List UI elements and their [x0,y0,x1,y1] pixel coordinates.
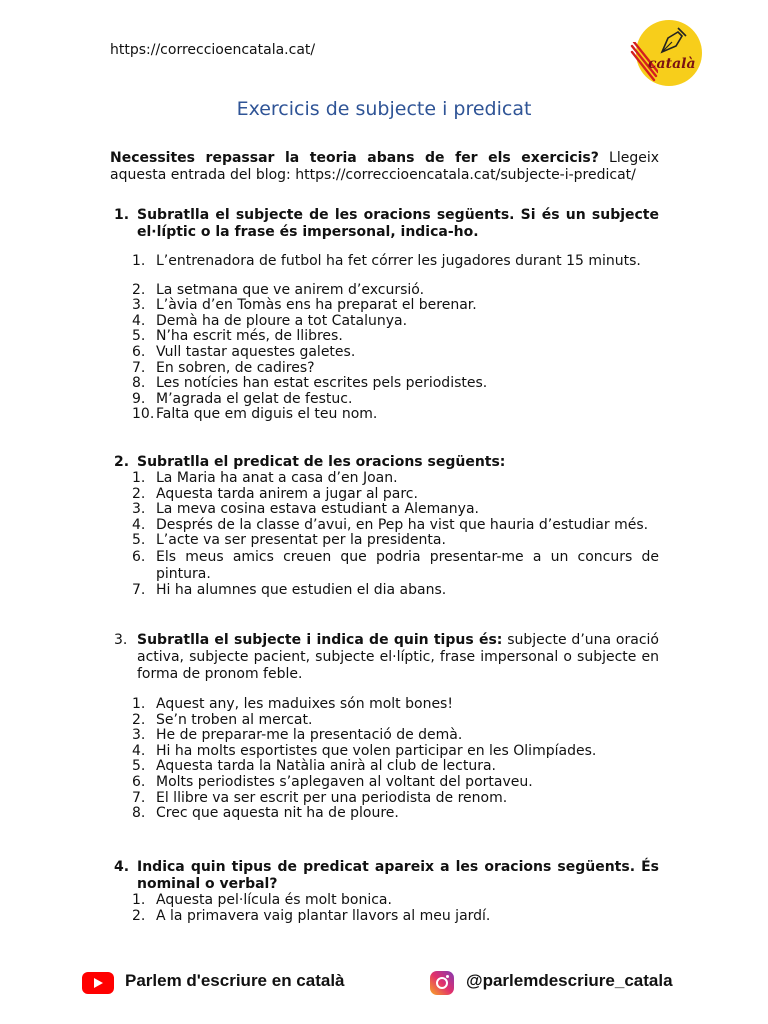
exercise-1-list [110,254,659,423]
exercise-number: 3. [114,632,128,648]
exercise-2-heading [110,454,659,471]
logo-word: català [648,56,696,72]
list-item: 4. Després de la classe d’avui, en Pep ha vist que hauria d’estudiar més. [132,516,649,533]
list-item: 5. Aquesta tarda la Natàlia anirà al club de lectura. [132,758,496,775]
list-item: 7. El llibre va ser escrit per una periodista de renom. [132,789,508,806]
exercise-2-list [110,471,659,599]
exercise-instruction: Subratlla el predicat de les oracions següents: [137,454,506,470]
exercise-3-list [110,697,659,822]
pen-nib-icon [658,26,688,56]
list-item: 6. Els meus amics creuen que podria presentar-me a un concurs de pintura. [132,548,659,582]
list-item: 9. M’agrada el gelat de festuc. [132,390,353,407]
exercise-1-heading [110,207,659,241]
list-item: 8. Les notícies han estat escrites pels periodistes. [132,375,488,392]
youtube-icon[interactable] [82,972,114,994]
exercise-3-heading [110,632,659,683]
exercise-instruction: Subratlla el subjecte de les oracions següents. Si és un subjecte el·líptic o la frase és impersonal, indica-ho. [137,207,659,240]
catala-logo [630,20,704,86]
exercise-number: 2. [114,454,130,470]
exercise-number: 4. [114,859,130,875]
exercise-4-list [110,893,659,924]
exercise-4 [110,859,659,924]
list-item: 2. Aquesta tarda anirem a jugar al parc. [132,485,418,502]
youtube-channel-name[interactable]: Parlem d'escriure en català [125,971,345,990]
instagram-handle[interactable]: @parlemdescriure_catala [466,971,673,990]
list-item: 7. Hi ha alumnes que estudien el dia abans. [132,581,447,598]
list-item: 5. L’acte va ser presentat per la presidenta. [132,532,446,549]
list-item: 10. Falta que em diguis el teu nom. [132,406,378,423]
exercise-instruction: Subratlla el subjecte i indica de quin tipus és: [137,632,503,648]
list-item: 2. A la primavera vaig plantar llavors al meu jardí. [132,907,491,924]
footer [0,966,768,1006]
exercise-instruction: Indica quin tipus de predicat apareix a les oracions següents. És nominal o verbal? [137,859,659,892]
list-item: 8. Crec que aquesta nit ha de ploure. [132,805,399,822]
header-url: https://correccioencatala.cat/ [110,42,316,58]
list-item: 1. L’entrenadora de futbol ha fet córrer les jugadores durant 15 minuts. [132,253,641,269]
list-item: 6. Molts periodistes s’aplegaven al voltant del portaveu. [132,773,533,790]
list-item: 7. En sobren, de cadires? [132,359,315,376]
instagram-icon[interactable] [430,971,454,995]
list-item: 3. L’àvia d’en Tomàs ens ha preparat el berenar. [132,297,477,314]
intro-link-text: Llegeix aquesta entrada del blog: https://correccioencatala.cat/subjecte-i-predicat/ [110,150,659,183]
exercise-2 [110,454,659,599]
list-item: 4. Demà ha de ploure a tot Catalunya. [132,312,408,329]
list-item: 5. N’ha escrit més, de llibres. [132,328,343,345]
exercise-4-heading [110,859,659,893]
list-item: 3. La meva cosina estava estudiant a Alemanya. [132,501,479,518]
intro-paragraph [110,150,659,184]
list-item: 4. Hi ha molts esportistes que volen participar en les Olimpíades. [132,742,597,759]
page-title: Exercicis de subjecte i predicat [236,98,532,120]
exercise-options: subjecte d’una oració activa, subjecte pacient, subjecte el·líptic, frase impersonal o subjecte en forma de pronom feble. [137,632,659,682]
list-item: 2. Se’n troben al mercat. [132,711,313,728]
list-item: 6. Vull tastar aquestes galetes. [132,343,356,360]
list-item: 1. La Maria ha anat a casa d’en Joan. [132,470,398,486]
list-item: 2. La setmana que ve anirem d’excursió. [132,281,425,298]
list-item: 3. He de preparar-me la presentació de demà. [132,727,463,744]
exercise-number: 1. [114,207,130,223]
exercise-1 [110,207,659,423]
intro-question: Necessites repassar la teoria abans de fer els exercicis? [110,150,599,166]
exercise-3 [110,632,659,822]
list-item: 1. Aquest any, les maduixes són molt bones! [132,696,453,712]
list-item: 1. Aquesta pel·lícula és molt bonica. [132,892,392,908]
